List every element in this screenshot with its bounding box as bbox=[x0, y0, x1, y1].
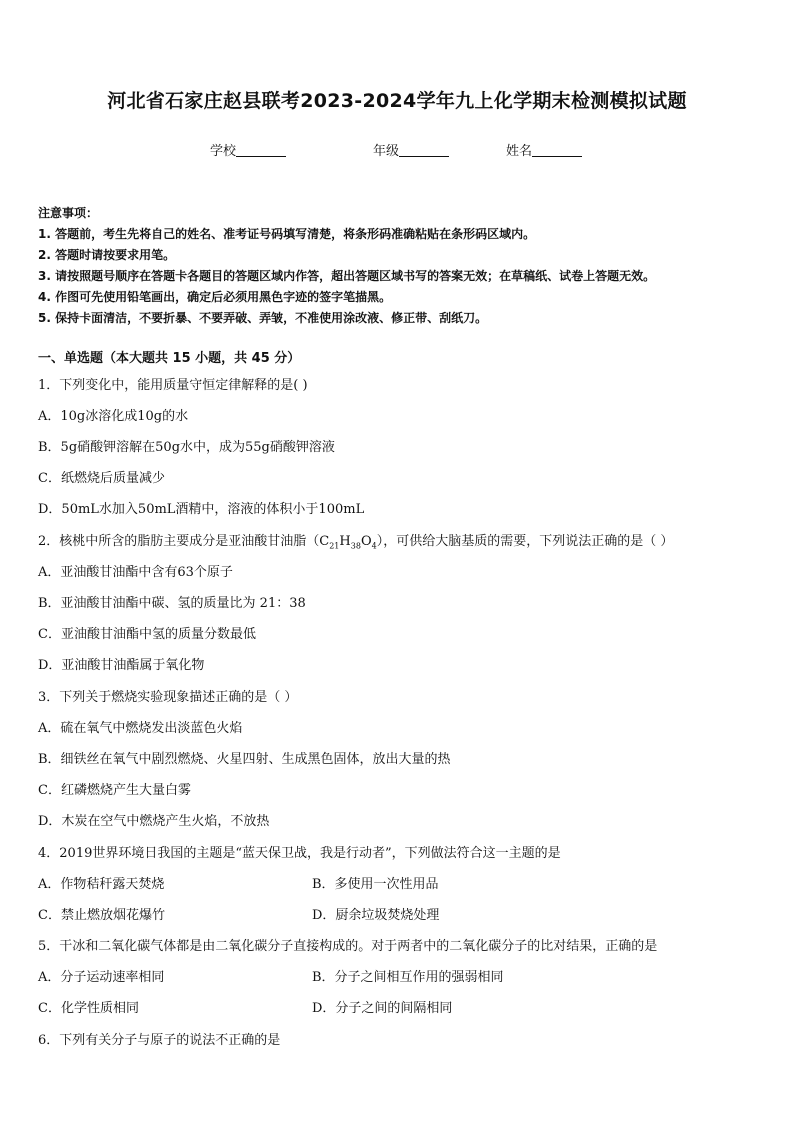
question-2-option-a: A．亚油酸甘油酯中含有63个原子 bbox=[38, 565, 233, 580]
question-4-stem: 4．2019世界环境日我国的主题是“蓝天保卫战，我是行动者”，下列做法符合这一主题的是 bbox=[38, 846, 561, 861]
question-3-option-c: C．红磷燃烧产生大量白雾 bbox=[38, 783, 191, 798]
stem-text: ），可供给大脑基质的需要，下列说法正确的是（ ） bbox=[376, 534, 674, 549]
question-5-option-a: A．分子运动速率相同 bbox=[38, 970, 165, 985]
question-5-option-d: D．分子之间的间隔相同 bbox=[312, 1001, 453, 1016]
question-5-option-c: C．化学性质相同 bbox=[38, 1001, 139, 1016]
section-heading: 一、单选题（本大题共 15 小题，共 45 分） bbox=[38, 351, 301, 366]
question-2-option-b: B．亚油酸甘油酯中碳、氢的质量比为 21：38 bbox=[38, 596, 306, 611]
question-4-option-c: C．禁止燃放烟花爆竹 bbox=[38, 908, 165, 923]
question-6-stem: 6．下列有关分子与原子的说法不正确的是 bbox=[38, 1033, 281, 1048]
formula-subscript: 38 bbox=[350, 541, 361, 551]
question-4-option-a: A．作物秸秆露天焚烧 bbox=[38, 877, 165, 892]
question-2-option-d: D．亚油酸甘油酯属于氧化物 bbox=[38, 658, 205, 673]
notes-block bbox=[38, 203, 778, 329]
question-3-option-b: B．细铁丝在氧气中剧烈燃烧、火星四射、生成黑色固体，放出大量的热 bbox=[38, 752, 451, 767]
formula-subscript: 21 bbox=[329, 541, 340, 551]
name-blank[interactable] bbox=[532, 143, 582, 157]
school-blank[interactable] bbox=[236, 143, 286, 157]
notes-heading: 注意事项： bbox=[38, 206, 99, 220]
question-1-option-d: D．50mL水加入50mL酒精中，溶液的体积小于100mL bbox=[38, 502, 365, 517]
note-item: 2. 答题时请按要求用笔。 bbox=[38, 248, 176, 262]
question-4-option-b: B．多使用一次性用品 bbox=[312, 877, 439, 892]
student-info-row bbox=[0, 140, 794, 160]
grade-field[interactable] bbox=[373, 140, 449, 159]
question-3-stem: 3．下列关于燃烧实验现象描述正确的是（ ） bbox=[38, 690, 298, 705]
question-3-option-d: D．木炭在空气中燃烧产生火焰，不放热 bbox=[38, 814, 270, 829]
grade-label: 年级 bbox=[373, 144, 400, 159]
question-3-option-a: A．硫在氧气中燃烧发出淡蓝色火焰 bbox=[38, 721, 243, 736]
formula-element: O bbox=[360, 534, 372, 549]
note-item: 1. 答题前，考生先将自己的姓名、准考证号码填写清楚，将条形码准确粘贴在条形码区域内。 bbox=[38, 227, 536, 241]
formula-subscript: 4 bbox=[371, 541, 377, 551]
question-1-stem: 1．下列变化中，能用质量守恒定律解释的是( ) bbox=[38, 378, 308, 393]
grade-blank[interactable] bbox=[399, 143, 449, 157]
question-1-option-b: B．5g硝酸钾溶解在50g水中，成为55g硝酸钾溶液 bbox=[38, 440, 335, 455]
school-field[interactable] bbox=[210, 140, 286, 159]
note-item: 5. 保持卡面清洁，不要折暴、不要弄破、弄皱，不准使用涂改液、修正带、刮纸刀。 bbox=[38, 311, 488, 325]
question-2-option-c: C．亚油酸甘油酯中氢的质量分数最低 bbox=[38, 627, 256, 642]
page-title: 河北省石家庄赵县联考2023-2024学年九上化学期末检测模拟试题 bbox=[107, 90, 687, 112]
note-item: 4. 作图可先使用铅笔画出，确定后必须用黑色字迹的签字笔描黑。 bbox=[38, 290, 392, 304]
question-1-option-a: A．10g冰溶化成10g的水 bbox=[38, 409, 189, 424]
formula-element: H bbox=[339, 534, 351, 549]
question-1-option-c: C．纸燃烧后质量减少 bbox=[38, 471, 165, 486]
school-label: 学校 bbox=[210, 144, 237, 159]
question-2-stem bbox=[38, 530, 673, 551]
question-5-option-b: B．分子之间相互作用的强弱相同 bbox=[312, 970, 504, 985]
note-item: 3. 请按照题号顺序在答题卡各题目的答题区域内作答，超出答题区域书写的答案无效；在草稿纸、试卷上答题无效。 bbox=[38, 269, 656, 283]
name-field[interactable] bbox=[506, 140, 582, 159]
name-label: 姓名 bbox=[506, 144, 533, 159]
stem-text: 2．核桃中所含的脂肪主要成分是亚油酸甘油脂（C bbox=[38, 534, 330, 549]
question-5-stem: 5．干冰和二氧化碳气体都是由二氧化碳分子直接构成的。对于两者中的二氧化碳分子的比对结果，正确的是 bbox=[38, 939, 658, 954]
question-4-option-d: D．厨余垃圾焚烧处理 bbox=[312, 908, 440, 923]
